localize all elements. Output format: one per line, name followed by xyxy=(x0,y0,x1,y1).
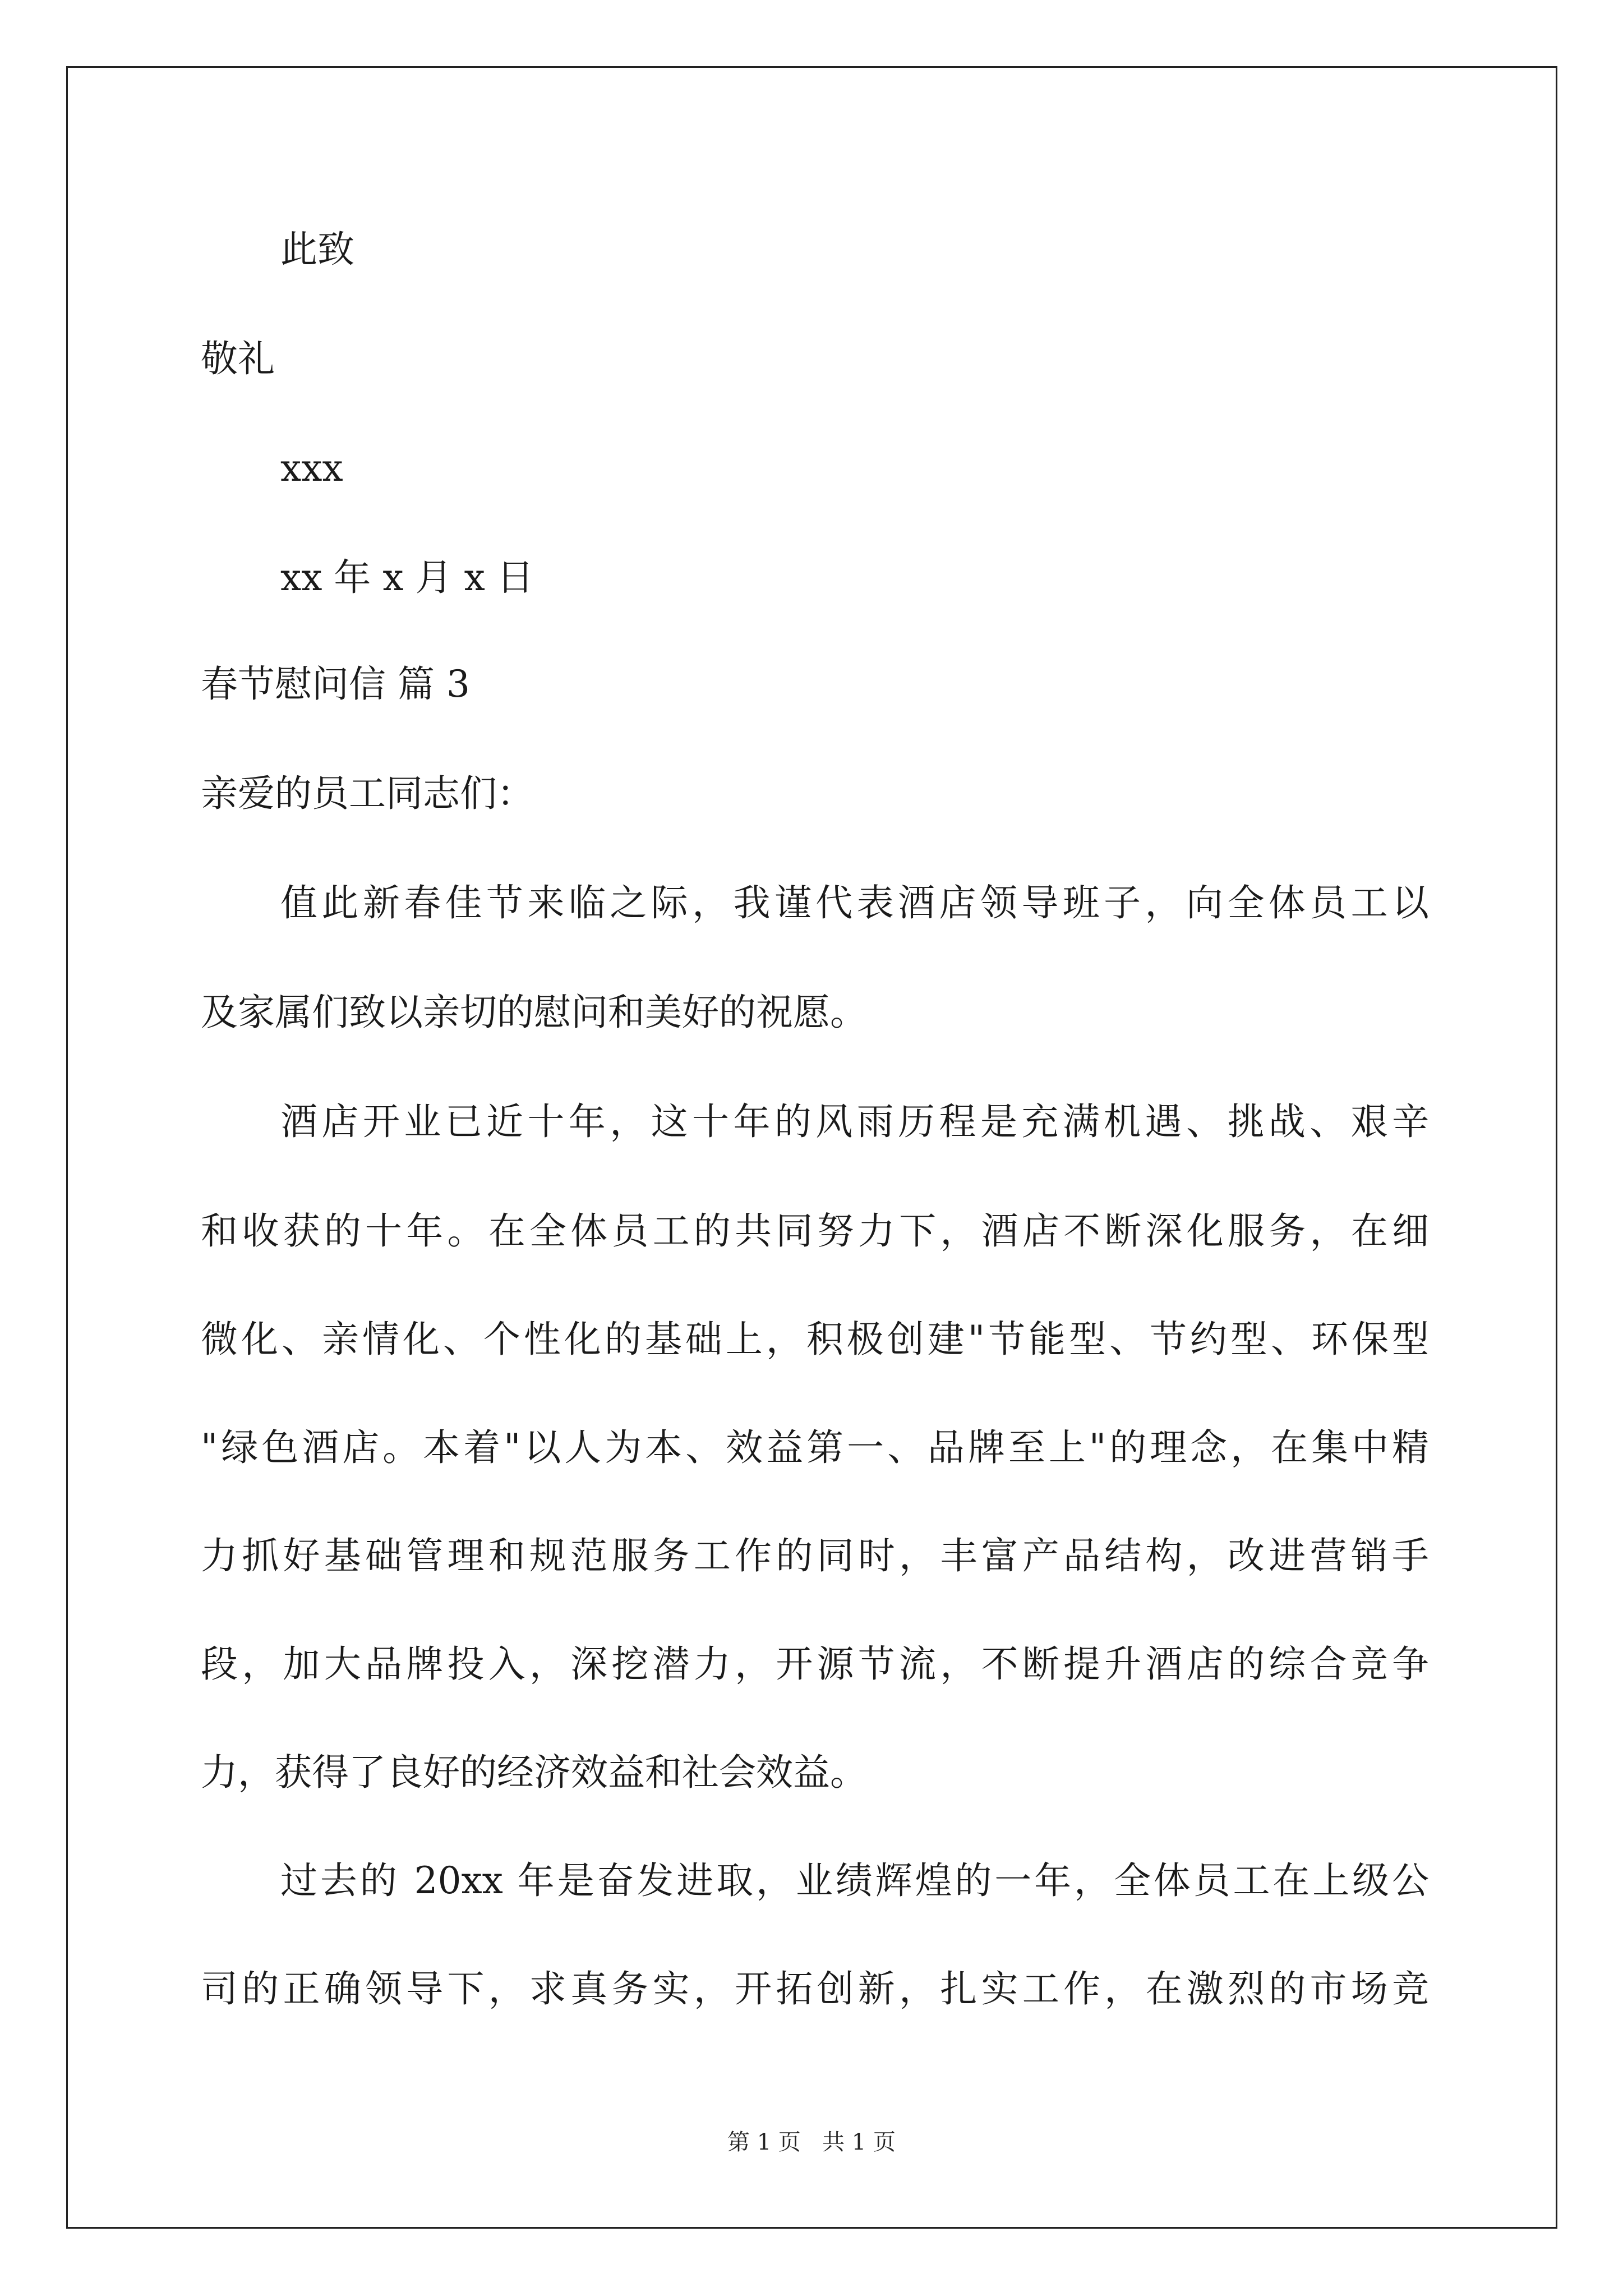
paragraph-line: 及家属们致以亲切的慰问和美好的祝愿。 xyxy=(201,991,867,1034)
paragraph-line: 司的正确领导下，求真务实，开拓创新，扎实工作，在激烈的市场竞 xyxy=(201,1967,1429,2010)
paragraph-line: 微化、亲情化、个性化的基础上，积极创建"节能型、节约型、环保型 xyxy=(201,1318,1429,1361)
paragraph-line: 值此新春佳节来临之际，我谨代表酒店领导班子，向全体员工以 xyxy=(280,881,1429,924)
paragraph-line: 酒店开业已近十年，这十年的风雨历程是充满机遇、挑战、艰辛 xyxy=(280,1100,1429,1143)
page-footer: 第 1 页 共 1 页 xyxy=(727,2129,896,2155)
closing-jing-li: 敬礼 xyxy=(201,337,275,380)
greeting: 亲爱的员工同志们： xyxy=(201,772,534,815)
paragraph-line: 过去的 20xx 年是奋发进取，业绩辉煌的一年，全体员工在上级公 xyxy=(280,1859,1429,1902)
paragraph-line: "绿色酒店。本着"以人为本、效益第一、品牌至上"的理念，在集中精 xyxy=(201,1426,1429,1469)
paragraph-line: 力抓好基础管理和规范服务工作的同时，丰富产品结构，改进营销手 xyxy=(201,1534,1429,1577)
section-heading: 春节慰问信 篇 3 xyxy=(201,662,470,706)
paragraph-line: 力，获得了良好的经济效益和社会效益。 xyxy=(201,1751,867,1794)
letter-date: xx 年 x 月 x 日 xyxy=(280,556,534,599)
closing-ci-zhi: 此致 xyxy=(280,228,354,271)
paragraph-line: 段，加大品牌投入，深挖潜力，开源节流，不断提升酒店的综合竞争 xyxy=(201,1642,1429,1686)
paragraph-line: 和收获的十年。在全体员工的共同努力下，酒店不断深化服务，在细 xyxy=(201,1209,1429,1253)
page-border xyxy=(66,66,1557,2229)
signature: xxx xyxy=(280,447,343,490)
